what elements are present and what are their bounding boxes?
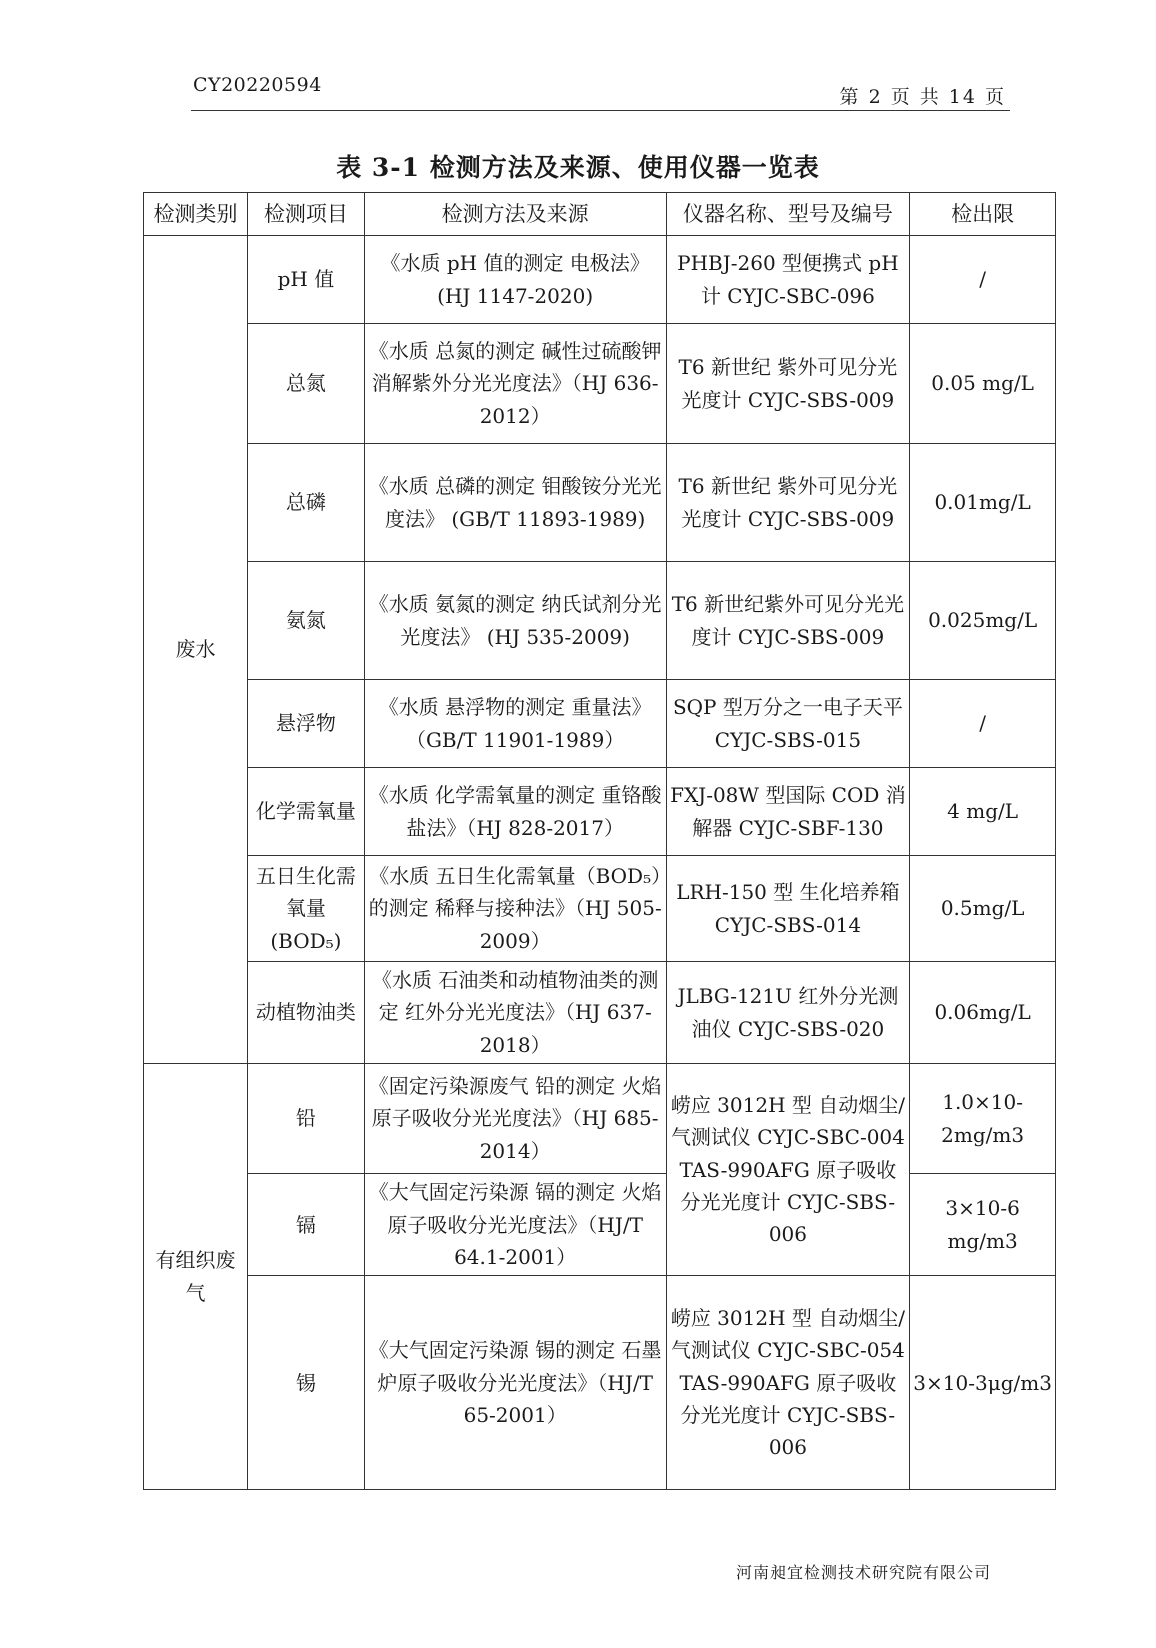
item-cell: 五日生化需氧量(BOD₅) xyxy=(248,856,365,962)
limit-cell: 0.06mg/L xyxy=(910,962,1056,1064)
item-cell: 悬浮物 xyxy=(248,680,365,768)
method-cell: 《水质 pH 值的测定 电极法》(HJ 1147-2020) xyxy=(364,236,666,324)
limit-cell: 0.01mg/L xyxy=(910,444,1056,562)
instrument-cell: T6 新世纪 紫外可见分光光度计 CYJC-SBS-009 xyxy=(666,324,910,444)
table-row xyxy=(144,680,1056,768)
instrument-cell: T6 新世纪 紫外可见分光光度计 CYJC-SBS-009 xyxy=(666,444,910,562)
limit-cell: / xyxy=(910,680,1056,768)
column-header-instrument: 仪器名称、型号及编号 xyxy=(666,193,910,236)
method-cell: 《固定污染源废气 铅的测定 火焰原子吸收分光光度法》（HJ 685-2014） xyxy=(364,1064,666,1174)
item-cell: 锡 xyxy=(248,1276,365,1490)
limit-cell: 4 mg/L xyxy=(910,768,1056,856)
item-cell: 总磷 xyxy=(248,444,365,562)
column-header-limit: 检出限 xyxy=(910,193,1056,236)
method-cell: 《水质 化学需氧量的测定 重铬酸盐法》（HJ 828-2017） xyxy=(364,768,666,856)
item-cell: 氨氮 xyxy=(248,562,365,680)
category-cell-organized-gas: 有组织废气 xyxy=(144,1064,248,1490)
limit-cell: 0.05 mg/L xyxy=(910,324,1056,444)
method-cell: 《水质 总氮的测定 碱性过硫酸钾消解紫外分光光度法》（HJ 636-2012） xyxy=(364,324,666,444)
table-row xyxy=(144,856,1056,962)
page-info: 第 2 页 共 14 页 xyxy=(839,86,1006,108)
instrument-cell: JLBG-121U 红外分光测油仪 CYJC-SBS-020 xyxy=(666,962,910,1064)
method-cell: 《水质 悬浮物的测定 重量法》（GB/T 11901-1989） xyxy=(364,680,666,768)
item-cell: pH 值 xyxy=(248,236,365,324)
report-number: CY20220594 xyxy=(193,74,322,96)
column-header-item: 检测项目 xyxy=(248,193,365,236)
instrument-cell: 崂应 3012H 型 自动烟尘/气测试仪 CYJC-SBC-004 TAS-990AFG 原子吸收分光光度计 CYJC-SBS-006 xyxy=(666,1064,910,1276)
table-row xyxy=(144,962,1056,1064)
method-cell: 《大气固定污染源 镉的测定 火焰原子吸收分光光度法》（HJ/T 64.1-2001） xyxy=(364,1174,666,1276)
item-cell: 动植物油类 xyxy=(248,962,365,1064)
method-cell: 《水质 总磷的测定 钼酸铵分光光度法》 (GB/T 11893-1989) xyxy=(364,444,666,562)
table-row xyxy=(144,562,1056,680)
table-row xyxy=(144,1276,1056,1490)
item-cell: 铅 xyxy=(248,1064,365,1174)
method-cell: 《水质 氨氮的测定 纳氏试剂分光光度法》 (HJ 535-2009) xyxy=(364,562,666,680)
instrument-cell: LRH-150 型 生化培养箱 CYJC-SBS-014 xyxy=(666,856,910,962)
table-row xyxy=(144,1064,1056,1174)
item-cell: 化学需氧量 xyxy=(248,768,365,856)
instrument-cell: SQP 型万分之一电子天平 CYJC-SBS-015 xyxy=(666,680,910,768)
header-rule xyxy=(191,110,1010,111)
column-header-category: 检测类别 xyxy=(144,193,248,236)
category-cell-wastewater: 废水 xyxy=(144,236,248,1064)
limit-cell: 0.025mg/L xyxy=(910,562,1056,680)
method-cell: 《水质 石油类和动植物油类的测定 红外分光光度法》（HJ 637-2018） xyxy=(364,962,666,1064)
limit-cell: 3×10-3μg/m3 xyxy=(910,1276,1056,1490)
column-header-method: 检测方法及来源 xyxy=(364,193,666,236)
limit-cell: / xyxy=(910,236,1056,324)
item-cell: 总氮 xyxy=(248,324,365,444)
table-row xyxy=(144,236,1056,324)
table-row xyxy=(144,324,1056,444)
table-row xyxy=(144,768,1056,856)
method-cell: 《水质 五日生化需氧量（BOD₅）的测定 稀释与接种法》（HJ 505-2009） xyxy=(364,856,666,962)
instrument-cell: T6 新世纪紫外可见分光光度计 CYJC-SBS-009 xyxy=(666,562,910,680)
company-footer: 河南昶宜检测技术研究院有限公司 xyxy=(735,1563,991,1582)
method-cell: 《大气固定污染源 锡的测定 石墨炉原子吸收分光光度法》（HJ/T 65-2001） xyxy=(364,1276,666,1490)
table-header-row xyxy=(144,193,1056,236)
table-row xyxy=(144,1174,1056,1276)
limit-cell: 1.0×10-2mg/m3 xyxy=(910,1064,1056,1174)
item-cell: 镉 xyxy=(248,1174,365,1276)
limit-cell: 0.5mg/L xyxy=(910,856,1056,962)
table-title: 表 3-1 检测方法及来源、使用仪器一览表 xyxy=(336,153,820,182)
table-row xyxy=(144,444,1056,562)
limit-cell: 3×10-6 mg/m3 xyxy=(910,1174,1056,1276)
methods-table xyxy=(143,192,1056,1490)
instrument-cell: 崂应 3012H 型 自动烟尘/气测试仪 CYJC-SBC-054 TAS-990AFG 原子吸收分光光度计 CYJC-SBS-006 xyxy=(666,1276,910,1490)
instrument-cell: PHBJ-260 型便携式 pH 计 CYJC-SBC-096 xyxy=(666,236,910,324)
instrument-cell: FXJ-08W 型国际 COD 消解器 CYJC-SBF-130 xyxy=(666,768,910,856)
